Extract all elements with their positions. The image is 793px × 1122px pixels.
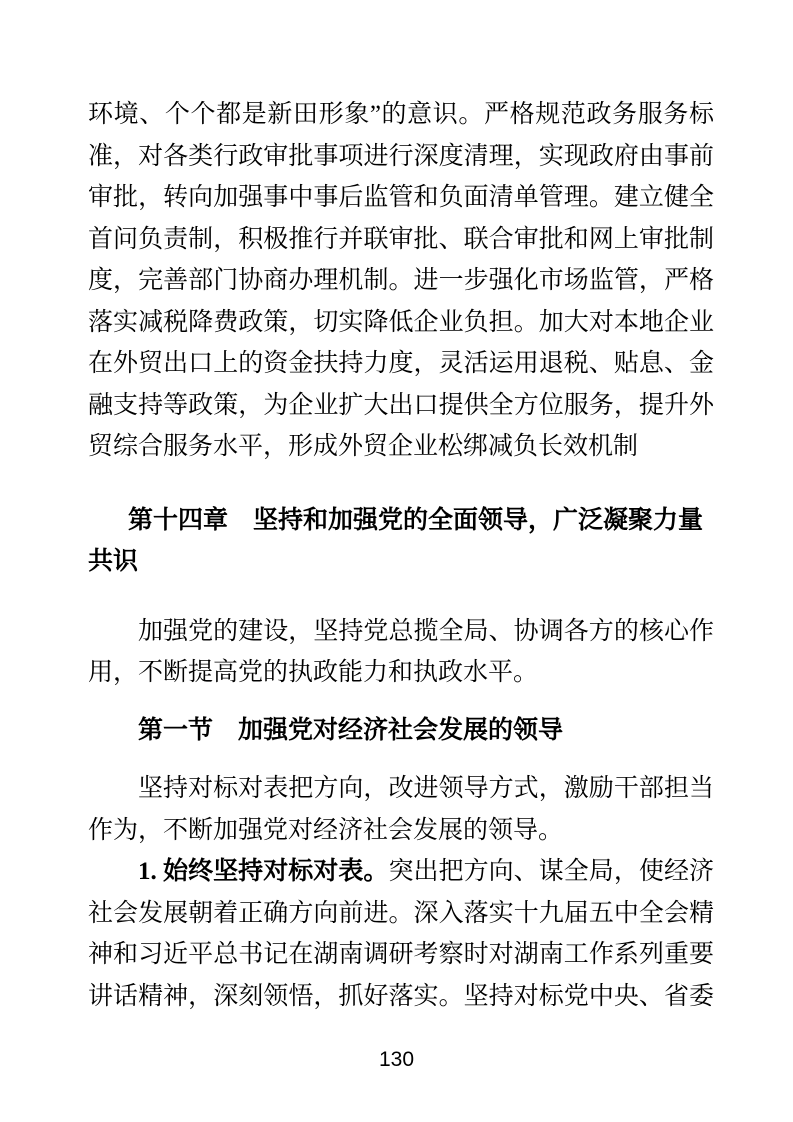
section-heading-line: 第一节 加强党对经济社会发展的领导 [138, 716, 564, 744]
text-line: 度，完善部门协商办理机制。进一步强化市场监管，严格 [88, 267, 714, 294]
text-line: 神和习近平总书记在湖南调研考察时对湖南工作系列重要 [88, 941, 714, 968]
body-paragraph-item1 [88, 851, 714, 1017]
text-line: 准，对各类行政审批事项进行深度清理，实现政府由事前 [88, 142, 714, 170]
chapter-heading [88, 500, 714, 583]
text-line: 作为，不断加强党对经济社会发展的领导。 [88, 816, 564, 844]
page-number: 130 [378, 1048, 415, 1071]
text-line: 首问负责制，积极推行并联审批、联合审批和网上审批制 [88, 225, 714, 253]
chapter-heading-line: 共识 [88, 548, 139, 575]
text-run: 突出把方向、谋全局，使经济 [388, 858, 714, 885]
section-heading [88, 710, 714, 752]
text-line: 在外贸出口上的资金扶持力度，灵活运用退税、贴息、金 [88, 350, 714, 377]
text-line: 社会发展朝着正确方向前进。深入落实十九届五中全会精 [88, 899, 714, 927]
text-line: 用，不断提高党的执政能力和执政水平。 [88, 659, 539, 686]
text-line: 落实减税降费政策，切实降低企业负担。加大对本地企业 [88, 308, 714, 336]
text-line [88, 851, 714, 893]
chapter-heading-line: 第十四章 坚持和加强党的全面领导，广泛凝聚力量 [128, 506, 704, 534]
page-content [88, 94, 714, 1017]
text-line: 坚持对标对表把方向，改进领导方式，激励干部担当 [138, 775, 714, 802]
body-paragraph-policy [88, 94, 714, 468]
item-bold-lead: 1. 始终坚持对标对表。 [138, 858, 389, 885]
text-line: 融支持等政策，为企业扩大出口提供全方位服务，提升外 [88, 391, 714, 419]
text-line: 加强党的建设，坚持党总揽全局、协调各方的核心作 [138, 617, 714, 645]
text-line: 讲话精神，深刻领悟，抓好落实。坚持对标党中央、省委 [88, 982, 714, 1010]
body-paragraph-lead [88, 768, 714, 851]
page-footer [0, 1047, 793, 1073]
text-line: 贸综合服务水平，形成外贸企业松绑减负长效机制 [88, 433, 639, 460]
body-paragraph-party [88, 611, 714, 694]
text-line: 环境、个个都是新田形象”的意识。严格规范政务服务标 [88, 101, 714, 128]
text-line: 审批，转向加强事中事后监管和负面清单管理。建立健全 [88, 184, 714, 211]
